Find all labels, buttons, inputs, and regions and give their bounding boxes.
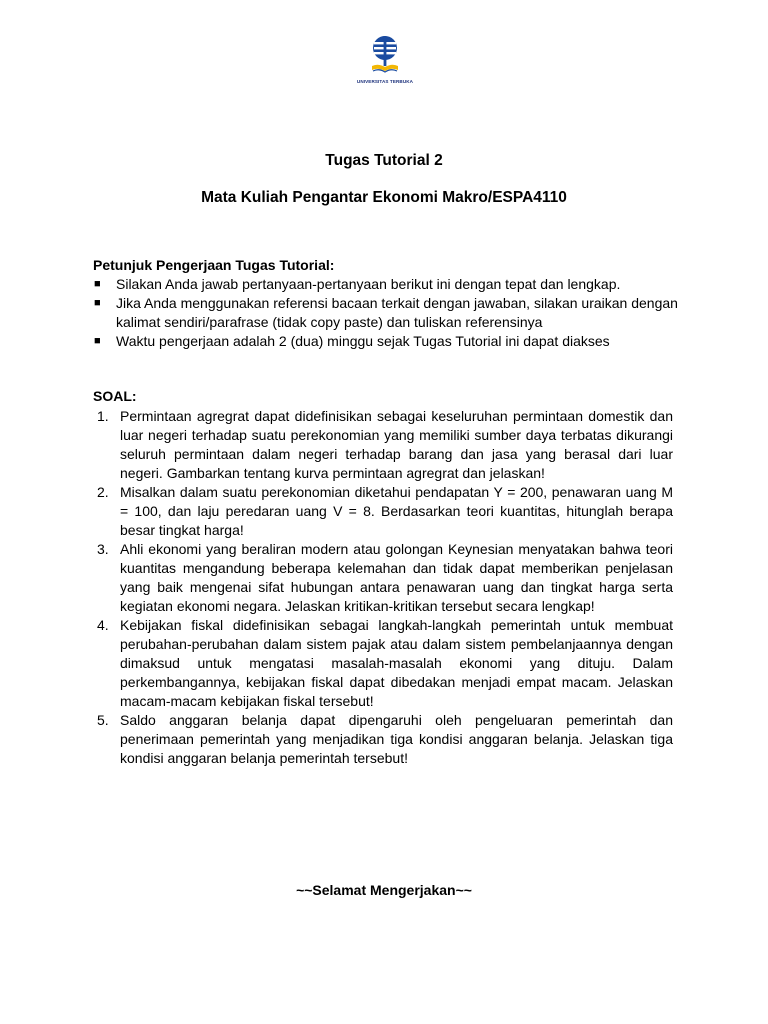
instruction-item	[93, 332, 693, 351]
question-text: Permintaan agregrat dapat didefinisikan sebagai keseluruhan permintaan domestik dan luar negeri terhadap suatu perekonomian yang memiliki sumber daya terbatas dikurangi seluruh permintaan dalam negeri terhadap barang dan jasa yang berasal dari luar negeri. Gambarkan tentang kurva permintaan agregrat dan jelaskan!	[120, 408, 673, 481]
question-text: Misalkan dalam suatu perekonomian diketahui pendapatan Y = 200, penawaran uang M = 100, dan laju peredaran uang V = 8. Berdasarkan teori kuantitas, hitunglah berapa besar tingkat harga!	[120, 484, 673, 538]
square-bullet-icon: ■	[94, 297, 101, 309]
questions-section	[93, 387, 673, 768]
question-item	[93, 407, 673, 483]
closing-message: ~~Selamat Mengerjakan~~	[296, 882, 472, 898]
instruction-text: Silakan Anda jawab pertanyaan-pertanyaan berikut ini dengan tepat dan lengkap.	[116, 276, 621, 292]
instruction-text: Jika Anda menggunakan referensi bacaan terkait dengan jawaban, silakan uraikan dengan kalimat sendiri/parafrase (tidak copy paste) dan tuliskan referensinya	[116, 295, 678, 330]
question-item	[93, 711, 673, 768]
square-bullet-icon: ■	[94, 278, 101, 290]
instructions-heading: Petunjuk Pengerjaan Tugas Tutorial:	[93, 257, 335, 273]
instruction-item	[93, 294, 693, 332]
question-item	[93, 483, 673, 540]
question-number: 5.	[97, 712, 109, 728]
question-item	[93, 616, 673, 711]
page-title: Tugas Tutorial 2	[325, 152, 443, 169]
question-text: Saldo anggaran belanja dapat dipengaruhi oleh pengeluaran pemerintah dan penerimaan pemerintah yang menjadikan tiga kondisi anggaran belanja. Jelaskan tiga kondisi anggaran belanja pemerintah tersebut!	[120, 712, 673, 766]
university-logo	[348, 34, 422, 90]
university-name: UNIVERSITAS TERBUKA	[356, 79, 414, 84]
question-text: Kebijakan fiskal didefinisikan sebagai langkah-langkah pemerintah untuk membuat perubahan-perubahan dalam sistem pajak atau dalam sistem pembelanjaannya dengan dimaksud untuk mengatasi masalah-masalah ekonomi yang dituju. Dalam perkembangannya, kebijakan fiskal dapat dibedakan menjadi empat macam. Jelaskan macam-macam kebijakan fiskal tersebut!	[120, 617, 673, 709]
instruction-text: Waktu pengerjaan adalah 2 (dua) minggu sejak Tugas Tutorial ini dapat diakses	[116, 333, 610, 349]
question-number: 3.	[97, 541, 109, 557]
question-number: 4.	[97, 617, 109, 633]
question-number: 1.	[97, 408, 109, 424]
instructions-section	[93, 256, 693, 351]
question-number: 2.	[97, 484, 109, 500]
question-text: Ahli ekonomi yang beraliran modern atau golongan Keynesian menyatakan bahwa teori kuantitas mengandung beberapa kelemahan dan tidak dapat memberikan penjelasan yang baik mengenai sifat hubungan antara penawaran uang dan tingkat harga serta kegiatan ekonomi negara. Jelaskan kritikan-kritikan tersebut secara lengkap!	[120, 541, 673, 614]
question-item	[93, 540, 673, 616]
ut-emblem-icon	[370, 34, 400, 78]
questions-heading: SOAL:	[93, 388, 137, 404]
square-bullet-icon: ■	[94, 335, 101, 347]
instruction-item	[93, 275, 693, 294]
course-title: Mata Kuliah Pengantar Ekonomi Makro/ESPA4110	[201, 189, 567, 206]
